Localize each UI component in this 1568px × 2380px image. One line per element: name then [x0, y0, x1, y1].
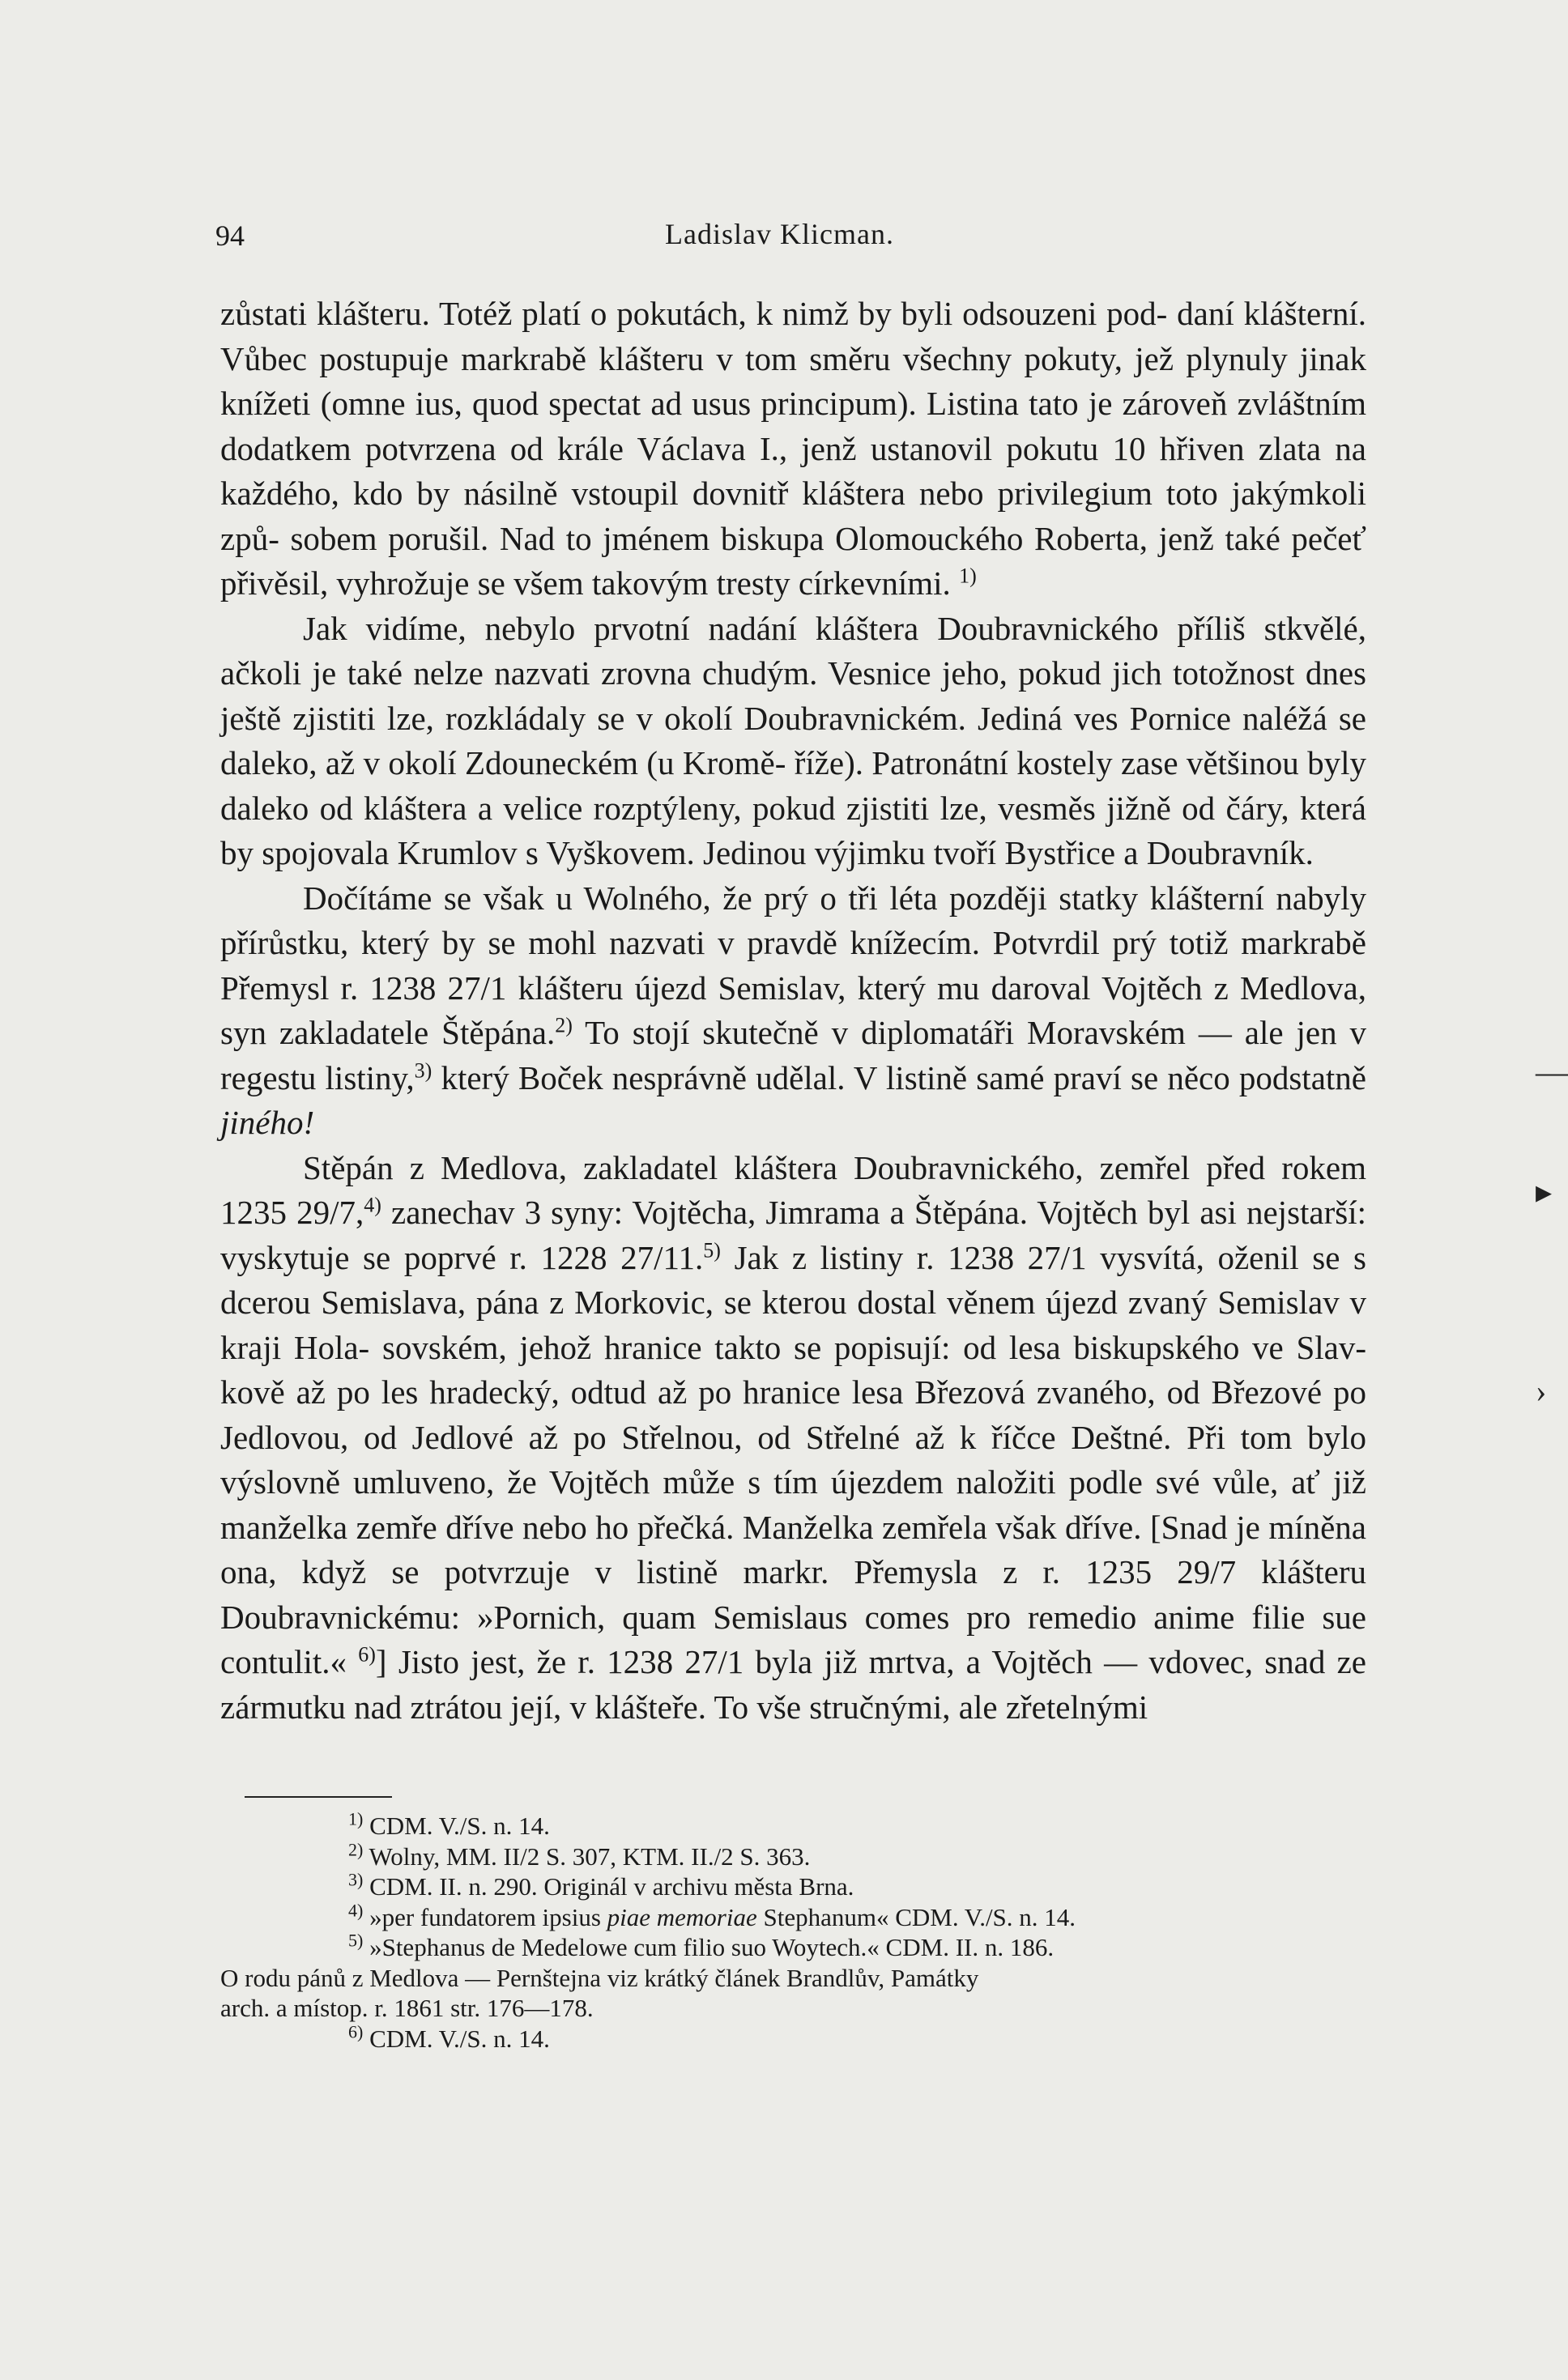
footnote-ref-3: 3) — [414, 1058, 432, 1082]
footnote-5-continuation: O rodu pánů z Medlova — Pernštejna viz krátký článek Brandlův, Památky arch. a místop. r. 1861 str. 176—178. — [220, 1963, 979, 2022]
footnote-1: $^{1)}$ CDM. V./S. n. 14. — [348, 1808, 550, 1840]
margin-mark-3: › — [1536, 1373, 1547, 1409]
footnote-ref-4: 4) — [364, 1193, 381, 1217]
paragraph-2: Jak vidíme, nebylo prvotní nadání kláštera Doubravnického příliš stkvělé, ačkoli je také nelze nazvati zrovna chudým. Vesnice jeho, pokud jich totožnost dnes ještě zjistiti lze, rozkládaly se v okolí Doubravnickém. Jediná ves Pornice naléžá se daleko, až v okolí Zdouneckém (u Kromě- říže). Patronátní kostely zase většinou byly daleko od kláštera a velice rozptýleny, pokud zjistiti lze, vesměs jižně od čáry, která by spojovala Krumlov s Vyškovem. Jedinou výjimku tvoří Bystřice a Doubravník. — [220, 609, 1367, 871]
running-head: Ladislav Klicman. — [665, 218, 894, 250]
margin-mark-1: — — [1536, 1054, 1568, 1090]
footnote-ref-1: 1) — [959, 564, 977, 588]
footnotes — [220, 1808, 1370, 2054]
margin-mark-2: ▸ — [1536, 1173, 1553, 1210]
main-text — [220, 292, 1366, 1730]
paragraph-1: zůstati klášteru. Totéž platí o pokutách, k nimž by byli odsouzeni pod- daní klášterní. Vůbec postupuje markrabě klášteru v tom směru všechny pokuty, jež plynuly jinak knížeti (omne ius, quod spectat ad usus principum). Listina tato je zároveň zvláštním dodatkem potvrzena od krále Václava I., jenž ustanovil pokutu 10 hřiven zlata na každého, kdo by násilně vstoupil dovnitř kláštera nebo privilegium toto jakýmkoli způ- sobem porušil. Nad to jménem biskupa Olomouckého Roberta, jenž také pečeť přivěsil, vyhrožuje se všem takovým tresty církevními. $^{1)}$ — [220, 295, 1367, 602]
footnote-6: $^{6)}$ CDM. V./S. n. 14. — [348, 2021, 550, 2053]
paragraph-4: Stěpán z Medlova, zakladatel kláštera Doubravnického, zemřel před rokem 1235 29/7,$^{4)}$ zanechav 3 syny: Vojtěcha, Jimrama a Štěpána. Vojtěch byl asi nejstarší: vyskytuje se poprvé r. 1228 27/11.$^{5)}$ Jak z listiny r. 1238 27/1 vysvítá, oženil se s dcerou Semislava, pána z Morkovic, se kterou dostal věnem újezd zvaný Semislav v kraji Hola- sovském, jehož hranice takto se popisují: od lesa biskupského ve Slav- kově až po les hradecký, odtud až po hranice lesa Březová zvaného, od Březové po Jedlovou, od Jedlové až po Střelnou, od Střelné až k říčce Deštné. Při tom bylo výslovně umluveno, že Vojtěch může s tím újezdem naložiti podle své vůle, ať již manželka zemře dříve nebo ho přečká. Manželka zemřela však dříve. [Snad je míněna ona, když se potvrzuje v listině markr. Přemysla z r. 1235 29/7 klášteru Doubravnickému: »Pornich, quam Semislaus comes pro remedio anime filie sue contulit.« $^{6)}$] Jisto jest, že r. 1238 27/1 byla již mrtva, a Vojtěch — vdovec, snad ze zármutku nad ztrátou její, v klášteře. To vše stručnými, ale zřetelnými — [220, 1148, 1367, 1726]
footnote-ref-5: 5) — [703, 1237, 721, 1262]
footnote-3: $^{3)}$ CDM. II. n. 290. Originál v archivu města Brna. — [348, 1869, 854, 1901]
footnote-2: $^{2)}$ Wolny, MM. II/2 S. 307, KTM. II./2 S. 363. — [348, 1839, 811, 1871]
paragraph-3: Dočítáme se však u Wolného, že prý o tři léta později statky klášterní nabyly přírůstku, který by se mohl nazvati v pravdě knížecím. Potvrdil prý totiž markrabě Přemysl r. 1238 27/1 klášteru újezd Semislav, který mu daroval Vojtěch z Medlova, syn zakladatele Štěpána.$^{2)}$ To stojí skutečně v diplomatáři Moravském — ale jen v regestu listiny,$^{3)}$ který Boček nesprávně udělal. V listině samé praví se něco podstatně jiného! — [220, 879, 1367, 1141]
footnote-rule — [245, 1796, 392, 1798]
footnote-ref-6: 6) — [358, 1642, 376, 1667]
footnote-ref-2: 2) — [555, 1013, 573, 1037]
footnote-4: $^{4)}$ »per fundatorem ipsius piae memoriae Stephanum« CDM. V./S. n. 14. — [348, 1900, 1076, 1931]
footnote-5: $^{5)}$ »Stephanus de Medelowe cum filio suo Woytech.« CDM. II. n. 186. — [348, 1930, 1055, 1961]
page-number: 94 — [215, 219, 245, 252]
